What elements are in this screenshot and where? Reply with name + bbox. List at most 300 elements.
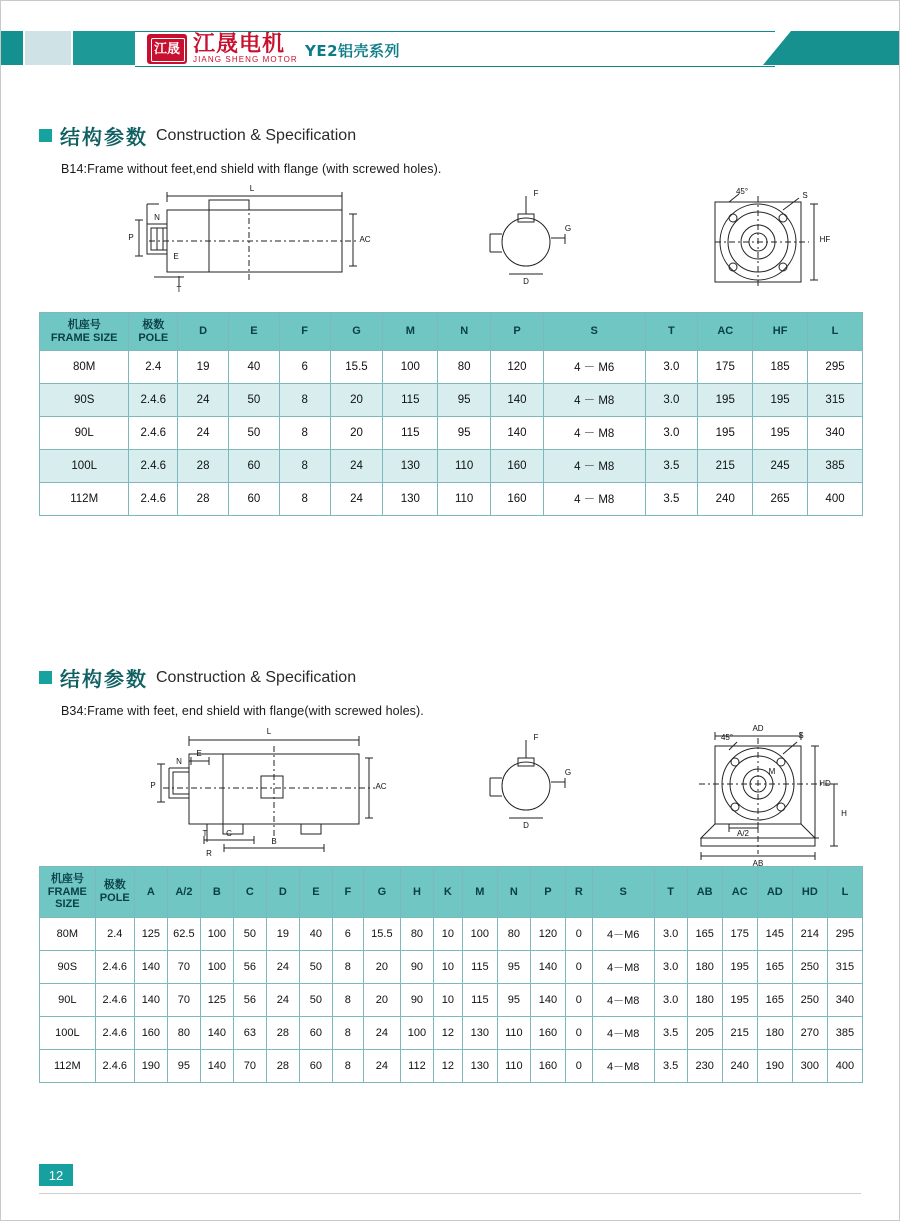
cell-l: 315 — [808, 384, 863, 417]
cell-s: 4－M8 — [592, 1049, 654, 1082]
spec-table-b14 — [39, 312, 863, 516]
cell-k: 10 — [433, 917, 462, 950]
cell-g: 24 — [330, 450, 383, 483]
cell-n: 80 — [438, 351, 491, 384]
col-hd: HD — [792, 867, 827, 918]
col-d: D — [178, 313, 229, 351]
cell-d: 28 — [178, 483, 229, 516]
svg-text:S: S — [798, 731, 804, 740]
col-c: C — [233, 867, 266, 918]
square-bullet-icon — [39, 129, 52, 142]
cell-pole: 2.4.6 — [129, 450, 178, 483]
col-f: F — [332, 867, 363, 918]
cell-p: 160 — [530, 1049, 565, 1082]
col-g: G — [330, 313, 383, 351]
cell-pole: 2.4 — [95, 917, 134, 950]
svg-text:45°: 45° — [735, 187, 749, 196]
cell-hd: 250 — [792, 983, 827, 1016]
cell-frame-size: 80M — [40, 351, 129, 384]
cell-b: 100 — [200, 950, 233, 983]
col-frame-size-en: FRAME SIZE — [47, 885, 87, 911]
cell-pole: 2.4.6 — [129, 417, 178, 450]
col-pole-cn: 极数 — [103, 878, 126, 892]
cell-m: 115 — [462, 950, 497, 983]
cell-f: 6 — [332, 917, 363, 950]
cell-n: 110 — [497, 1016, 530, 1049]
col-e: E — [228, 313, 279, 351]
header-accent-block — [1, 31, 23, 65]
cell-ac: 195 — [698, 384, 753, 417]
section-title-cn: 结构参数 — [60, 667, 148, 691]
cell-frame-size: 80M — [40, 917, 96, 950]
cell-pole: 2.4.6 — [129, 483, 178, 516]
logo-mark-text: 江晟 — [153, 42, 180, 58]
cell-s: 4－M8 — [592, 1016, 654, 1049]
cell-f: 8 — [279, 483, 330, 516]
col-n: N — [497, 867, 530, 918]
cell-p: 140 — [491, 384, 544, 417]
cell-p: 160 — [530, 1016, 565, 1049]
cell-frame-size: 112M — [40, 483, 129, 516]
spec-table-b34 — [39, 866, 863, 1083]
cell-r: 0 — [565, 1049, 592, 1082]
cell-e: 60 — [299, 1049, 332, 1082]
cell-f: 6 — [279, 351, 330, 384]
svg-text:B: B — [271, 837, 277, 846]
col-a: A — [134, 867, 167, 918]
col-s: S — [592, 867, 654, 918]
cell-c: 70 — [233, 1049, 266, 1082]
table-body-b14 — [40, 351, 863, 516]
cell-a: 140 — [134, 950, 167, 983]
svg-text:T: T — [176, 285, 182, 294]
cell-frame-size: 90S — [40, 384, 129, 417]
cell-s: 4－M8 — [592, 950, 654, 983]
table-row — [40, 483, 863, 516]
svg-text:R: R — [206, 849, 212, 858]
cell-t: 3.5 — [645, 450, 698, 483]
cell-pole: 2.4.6 — [95, 1049, 134, 1082]
svg-text:L: L — [249, 184, 255, 193]
cell-pole: 2.4.6 — [95, 1016, 134, 1049]
cell-ac: 195 — [722, 983, 757, 1016]
cell-f: 8 — [279, 384, 330, 417]
cell-g: 24 — [363, 1016, 400, 1049]
section-b14 — [39, 121, 863, 516]
col-ad: AD — [757, 867, 792, 918]
cell-g: 24 — [363, 1049, 400, 1082]
square-bullet-icon — [39, 671, 52, 684]
col-s: S — [543, 313, 645, 351]
col-p: P — [530, 867, 565, 918]
cell-ad: 145 — [757, 917, 792, 950]
cell-hd: 250 — [792, 950, 827, 983]
cell-a: 160 — [134, 1016, 167, 1049]
cell-m: 115 — [462, 983, 497, 1016]
cell-ad: 180 — [757, 1016, 792, 1049]
col-pole-cn: 极数 — [142, 318, 165, 331]
table-row — [40, 917, 863, 950]
cell-b: 140 — [200, 1016, 233, 1049]
cell-l: 295 — [827, 917, 862, 950]
cell-a2: 80 — [167, 1016, 200, 1049]
svg-text:45°: 45° — [720, 733, 734, 742]
cell-d: 19 — [178, 351, 229, 384]
page-header — [1, 1, 899, 89]
col-l: L — [808, 313, 863, 351]
cell-t: 3.0 — [645, 417, 698, 450]
col-ac: AC — [698, 313, 753, 351]
cell-a: 125 — [134, 917, 167, 950]
series-title: YE2铝壳系列 — [305, 42, 401, 60]
cell-t: 3.0 — [654, 983, 687, 1016]
cell-f: 8 — [332, 950, 363, 983]
cell-n: 95 — [497, 950, 530, 983]
table-body-b34 — [40, 917, 863, 1082]
cell-a: 140 — [134, 983, 167, 1016]
col-pole — [129, 313, 178, 351]
cell-e: 50 — [299, 983, 332, 1016]
cell-n: 95 — [438, 417, 491, 450]
cell-frame-size: 100L — [40, 450, 129, 483]
cell-m: 130 — [383, 450, 438, 483]
cell-h: 100 — [400, 1016, 433, 1049]
cell-s: 4－M8 — [592, 983, 654, 1016]
cell-pole: 2.4 — [129, 351, 178, 384]
cell-t: 3.0 — [654, 950, 687, 983]
logo-chinese-name: 江晟电机 — [193, 32, 286, 57]
col-f: F — [279, 313, 330, 351]
cell-e: 50 — [228, 384, 279, 417]
col-r: R — [565, 867, 592, 918]
cell-p: 140 — [530, 950, 565, 983]
cell-g: 15.5 — [363, 917, 400, 950]
cell-b: 100 — [200, 917, 233, 950]
col-b: B — [200, 867, 233, 918]
cell-d: 19 — [266, 917, 299, 950]
cell-p: 120 — [491, 351, 544, 384]
cell-ad: 190 — [757, 1049, 792, 1082]
svg-text:AB: AB — [752, 859, 764, 866]
cell-k: 12 — [433, 1049, 462, 1082]
section-b34 — [39, 663, 863, 1083]
col-frame-size — [40, 313, 129, 351]
section-title-en: Construction & Specification — [156, 668, 357, 686]
cell-ab: 180 — [687, 983, 722, 1016]
cell-ac: 240 — [722, 1049, 757, 1082]
cell-c: 56 — [233, 983, 266, 1016]
col-pole-en: POLE — [138, 331, 169, 344]
svg-text:D: D — [523, 277, 529, 286]
cell-g: 20 — [363, 950, 400, 983]
cell-l: 340 — [827, 983, 862, 1016]
cell-p: 160 — [491, 450, 544, 483]
header-stripe-dark — [73, 31, 135, 65]
cell-s: 4 － M8 — [543, 450, 645, 483]
logo-english-name: JIANG SHENG MOTOR — [193, 55, 298, 64]
section-subtitle-b34: B34:Frame with feet, end shield with flange(with screwed holes). — [61, 704, 424, 718]
section-title-b14 — [39, 121, 863, 150]
cell-t: 3.5 — [654, 1016, 687, 1049]
cell-hf: 245 — [753, 450, 808, 483]
cell-l: 295 — [808, 351, 863, 384]
logo-mark-icon — [147, 34, 187, 64]
cell-d: 28 — [266, 1049, 299, 1082]
cell-c: 50 — [233, 917, 266, 950]
cell-c: 56 — [233, 950, 266, 983]
cell-f: 8 — [332, 1049, 363, 1082]
cell-g: 24 — [330, 483, 383, 516]
cell-hf: 265 — [753, 483, 808, 516]
cell-a: 190 — [134, 1049, 167, 1082]
cell-ac: 240 — [698, 483, 753, 516]
cell-a2: 62.5 — [167, 917, 200, 950]
table-header-row-b34 — [40, 867, 863, 918]
col-ac: AC — [722, 867, 757, 918]
table-header-row-b14 — [40, 313, 863, 351]
cell-hd: 214 — [792, 917, 827, 950]
col-frame-size-cn: 机座号 — [67, 318, 101, 331]
cell-h: 80 — [400, 917, 433, 950]
table-row — [40, 950, 863, 983]
svg-text:C: C — [226, 829, 232, 838]
cell-ab: 205 — [687, 1016, 722, 1049]
col-p: P — [491, 313, 544, 351]
cell-n: 80 — [497, 917, 530, 950]
table-row — [40, 983, 863, 1016]
cell-s: 4 － M8 — [543, 483, 645, 516]
cell-ac: 195 — [722, 950, 757, 983]
cell-t: 3.0 — [645, 351, 698, 384]
header-right-wedge — [763, 31, 899, 65]
cell-d: 24 — [266, 950, 299, 983]
cell-m: 130 — [462, 1049, 497, 1082]
svg-text:E: E — [196, 749, 202, 758]
cell-b: 125 — [200, 983, 233, 1016]
cell-hf: 195 — [753, 384, 808, 417]
cell-ac: 215 — [722, 1016, 757, 1049]
cell-h: 90 — [400, 983, 433, 1016]
cell-a2: 70 — [167, 983, 200, 1016]
svg-text:HD: HD — [819, 779, 831, 788]
drawing-svg-b14 — [39, 182, 863, 312]
cell-ab: 180 — [687, 950, 722, 983]
cell-s: 4 － M8 — [543, 384, 645, 417]
table-row — [40, 384, 863, 417]
cell-f: 8 — [332, 1016, 363, 1049]
technical-drawing-b34 — [39, 724, 863, 866]
col-h: H — [400, 867, 433, 918]
section-title-cn: 结构参数 — [60, 125, 148, 149]
cell-d: 24 — [178, 417, 229, 450]
svg-text:M: M — [768, 767, 776, 776]
cell-ab: 165 — [687, 917, 722, 950]
cell-k: 12 — [433, 1016, 462, 1049]
svg-text:E: E — [173, 252, 179, 261]
col-frame-size-cn: 机座号 — [50, 872, 84, 885]
cell-pole: 2.4.6 — [95, 983, 134, 1016]
cell-g: 15.5 — [330, 351, 383, 384]
cell-ac: 195 — [698, 417, 753, 450]
table-row — [40, 1016, 863, 1049]
cell-l: 315 — [827, 950, 862, 983]
svg-text:P: P — [128, 233, 134, 242]
cell-b: 140 — [200, 1049, 233, 1082]
cell-hd: 300 — [792, 1049, 827, 1082]
col-n: N — [438, 313, 491, 351]
cell-h: 90 — [400, 950, 433, 983]
section-title-b34 — [39, 663, 863, 692]
svg-text:A/2: A/2 — [736, 829, 750, 838]
cell-k: 10 — [433, 950, 462, 983]
cell-l: 340 — [808, 417, 863, 450]
cell-n: 95 — [497, 983, 530, 1016]
table-row — [40, 1049, 863, 1082]
col-t: T — [645, 313, 698, 351]
cell-frame-size: 90S — [40, 950, 96, 983]
svg-text:AC: AC — [375, 782, 387, 791]
cell-frame-size: 100L — [40, 1016, 96, 1049]
cell-n: 110 — [438, 483, 491, 516]
cell-n: 110 — [497, 1049, 530, 1082]
page-number-badge: 12 — [39, 1164, 73, 1186]
technical-drawing-b14 — [39, 182, 863, 312]
svg-text:G: G — [564, 768, 572, 777]
cell-c: 63 — [233, 1016, 266, 1049]
cell-frame-size: 90L — [40, 983, 96, 1016]
cell-l: 385 — [827, 1016, 862, 1049]
cell-g: 20 — [363, 983, 400, 1016]
drawing-svg-b34 — [39, 724, 863, 866]
cell-m: 100 — [462, 917, 497, 950]
cell-n: 95 — [438, 384, 491, 417]
table-row — [40, 417, 863, 450]
cell-s: 4－M6 — [592, 917, 654, 950]
cell-p: 160 — [491, 483, 544, 516]
cell-e: 60 — [228, 450, 279, 483]
cell-p: 140 — [530, 983, 565, 1016]
cell-f: 8 — [332, 983, 363, 1016]
cell-t: 3.0 — [654, 917, 687, 950]
cell-hd: 270 — [792, 1016, 827, 1049]
cell-d: 28 — [266, 1016, 299, 1049]
col-m: M — [383, 313, 438, 351]
cell-l: 400 — [827, 1049, 862, 1082]
cell-g: 20 — [330, 384, 383, 417]
cell-a2: 70 — [167, 950, 200, 983]
cell-d: 24 — [266, 983, 299, 1016]
cell-ac: 175 — [698, 351, 753, 384]
cell-e: 50 — [228, 417, 279, 450]
col-e: E — [299, 867, 332, 918]
svg-text:N: N — [154, 213, 160, 222]
cell-m: 130 — [383, 483, 438, 516]
cell-pole: 2.4.6 — [129, 384, 178, 417]
cell-r: 0 — [565, 1016, 592, 1049]
cell-m: 100 — [383, 351, 438, 384]
svg-text:P: P — [150, 781, 156, 790]
cell-m: 115 — [383, 417, 438, 450]
col-ab: AB — [687, 867, 722, 918]
cell-f: 8 — [279, 450, 330, 483]
svg-text:HF: HF — [819, 235, 831, 244]
col-a2: A/2 — [167, 867, 200, 918]
cell-m: 115 — [383, 384, 438, 417]
table-row — [40, 450, 863, 483]
svg-text:F: F — [533, 733, 539, 742]
cell-r: 0 — [565, 917, 592, 950]
cell-frame-size: 112M — [40, 1049, 96, 1082]
company-logo — [147, 34, 298, 65]
svg-text:T: T — [202, 829, 208, 838]
cell-ac: 215 — [698, 450, 753, 483]
cell-t: 3.0 — [645, 384, 698, 417]
svg-text:H: H — [841, 809, 847, 818]
cell-t: 3.5 — [645, 483, 698, 516]
cell-f: 8 — [279, 417, 330, 450]
cell-p: 140 — [491, 417, 544, 450]
col-pole — [95, 867, 134, 918]
col-frame-size-en: FRAME SIZE — [50, 331, 118, 344]
cell-m: 130 — [462, 1016, 497, 1049]
col-t: T — [654, 867, 687, 918]
svg-text:F: F — [533, 189, 539, 198]
cell-e: 60 — [228, 483, 279, 516]
svg-text:S: S — [802, 191, 808, 200]
cell-d: 24 — [178, 384, 229, 417]
cell-pole: 2.4.6 — [95, 950, 134, 983]
svg-text:L: L — [266, 727, 272, 736]
col-m: M — [462, 867, 497, 918]
svg-text:N: N — [176, 757, 182, 766]
header-stripe-light — [25, 31, 71, 65]
col-d: D — [266, 867, 299, 918]
cell-a2: 95 — [167, 1049, 200, 1082]
svg-text:AC: AC — [359, 235, 371, 244]
cell-r: 0 — [565, 983, 592, 1016]
cell-d: 28 — [178, 450, 229, 483]
cell-s: 4 － M8 — [543, 417, 645, 450]
cell-e: 40 — [299, 917, 332, 950]
cell-k: 10 — [433, 983, 462, 1016]
col-g: G — [363, 867, 400, 918]
cell-s: 4 － M6 — [543, 351, 645, 384]
cell-l: 385 — [808, 450, 863, 483]
cell-r: 0 — [565, 950, 592, 983]
cell-g: 20 — [330, 417, 383, 450]
cell-ad: 165 — [757, 950, 792, 983]
svg-text:G: G — [564, 224, 572, 233]
cell-ad: 165 — [757, 983, 792, 1016]
col-pole-en: POLE — [99, 891, 130, 904]
svg-text:D: D — [523, 821, 529, 830]
cell-n: 110 — [438, 450, 491, 483]
cell-l: 400 — [808, 483, 863, 516]
section-subtitle-b14: B14:Frame without feet,end shield with flange (with screwed holes). — [61, 162, 442, 176]
cell-h: 112 — [400, 1049, 433, 1082]
cell-hf: 195 — [753, 417, 808, 450]
cell-ab: 230 — [687, 1049, 722, 1082]
cell-e: 50 — [299, 950, 332, 983]
cell-ac: 175 — [722, 917, 757, 950]
cell-frame-size: 90L — [40, 417, 129, 450]
footer-divider — [39, 1193, 861, 1194]
cell-e: 60 — [299, 1016, 332, 1049]
col-hf: HF — [753, 313, 808, 351]
cell-t: 3.5 — [654, 1049, 687, 1082]
cell-p: 120 — [530, 917, 565, 950]
section-title-en: Construction & Specification — [156, 126, 357, 144]
